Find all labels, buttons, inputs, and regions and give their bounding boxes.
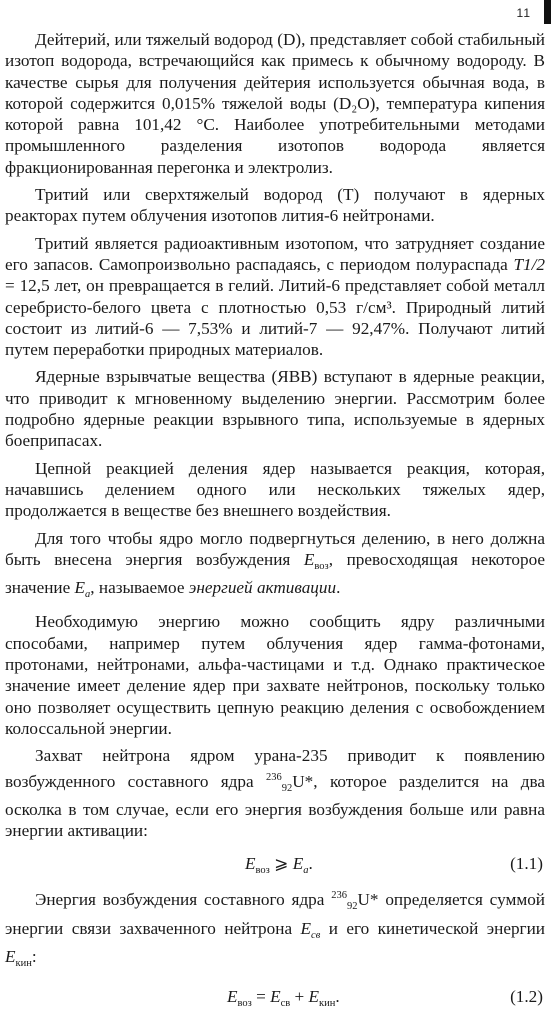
- subscript: а: [303, 865, 309, 877]
- symbol-e: E: [74, 578, 86, 598]
- paragraph-excitation-sum: [5, 885, 545, 974]
- punctuation: .: [308, 854, 313, 874]
- subscript: св: [311, 929, 321, 941]
- subscript: кин: [15, 957, 32, 969]
- subscript: св: [280, 998, 291, 1010]
- nucleus-symbol: U*: [292, 771, 314, 791]
- text: , называемое: [90, 578, 189, 598]
- text: , которое разделится на два осколка в том случае, если его энергия возбуждения больше или равна энергии активации:: [5, 771, 545, 841]
- formula-1-1: [5, 847, 545, 881]
- text: Для того чтобы ядро могло подвергнуться делению, в него должна быть внесена энергия возбуждения: [5, 528, 545, 569]
- formula-number: (1.1): [510, 854, 543, 874]
- relation: ⩾: [269, 854, 293, 874]
- text: и его кинетической энергии: [320, 918, 546, 938]
- mass-number: 236: [266, 771, 282, 783]
- symbol-e: E: [292, 854, 304, 874]
- text: Тритий является радиоактивным изотопом, что затрудняет создание его запасов. Самопроизвольно распадаясь, с периодом полураспада: [5, 233, 545, 274]
- symbol-e: E: [303, 549, 315, 569]
- nucleus-symbol: U*: [357, 890, 379, 910]
- paragraph-tritium-production: Тритий или сверхтяжелый водород (Т) получают в ядерных реакторах путем облучения изотопов лития-6 нейтронами.: [5, 185, 545, 226]
- text: Энергия возбуждения составного ядра: [35, 890, 332, 910]
- paragraph-tritium-decay: [5, 233, 545, 361]
- header-bar: [544, 0, 551, 24]
- symbol-e: E: [5, 946, 16, 966]
- formula-1-2: [5, 980, 545, 1014]
- text: = 12,5 лет, он превращается в гелий. Литий-6 представляет собой металл серебристо-белого цвета с плотностью 0,53 г/см³. Природный литий состоит из литий-6 — 7,53% и литий-7 — 92,47%. Получают литий путем переработки природных материалов.: [5, 276, 545, 360]
- subscript: воз: [314, 560, 329, 572]
- subscript: воз: [255, 865, 270, 877]
- symbol-e: E: [227, 987, 238, 1007]
- subscript: кин: [319, 998, 336, 1010]
- symbol-e: E: [308, 987, 320, 1007]
- relation: =: [251, 987, 271, 1007]
- formula-expression: [245, 853, 313, 881]
- subscript: а: [85, 589, 91, 601]
- symbol-e: E: [270, 987, 281, 1007]
- page-body: [5, 29, 545, 1018]
- term-activation-energy: энергией активации: [188, 578, 337, 598]
- symbol-e: E: [245, 854, 256, 874]
- formula-expression: [227, 986, 340, 1014]
- half-life-symbol: Т1/2: [513, 254, 545, 274]
- text: определяется суммой энергии связи захваченного нейтрона: [5, 890, 545, 938]
- paragraph-energy-methods: Необходимую энергию можно сообщить ядру различными способами, например путем облучения ядер гамма-фотонами, протонами, нейтронами, альфа-частицами и т.д. Однако практическое значение имеет деление ядер при захвате нейтронов, поскольку только оно позволяет осуществить цепную реакцию деления с освобождением колоссальной энергии.: [5, 612, 545, 738]
- mass-number: 236: [331, 890, 347, 902]
- punctuation: .: [335, 987, 340, 1007]
- subscript: воз: [237, 998, 252, 1010]
- text: Захват нейтрона ядром урана-235 приводит к появлению возбужденного составного ядра: [5, 746, 545, 791]
- text: , превосходящая некоторое значение: [5, 549, 545, 598]
- paragraph-deuterium: Дейтерий, или тяжелый водород (D), представляет собой стабильный изотоп водорода, встречающийся как примесь к обычному водороду. В качестве сырья для получения дейтерия используется обычная вода, в которой содержится 0,015% тяжелой воды (D₂O), температура кипения которой равна 101,42 °С. Наиболее употребительными методами промышленного разделения изотопов водорода является фракционированная перегонка и электролиз.: [5, 30, 545, 177]
- text: .: [336, 578, 341, 598]
- atomic-number: 92: [346, 901, 358, 913]
- paragraph-neutron-capture: [5, 745, 545, 841]
- paragraph-chain-reaction: Цепной реакцией деления ядер называется реакция, которая, начавшись делением одного или нескольких тяжелых ядер, продолжается в веществе без внешнего воздействия.: [5, 458, 545, 521]
- formula-number: (1.2): [510, 987, 543, 1007]
- page-number: 11: [516, 6, 531, 20]
- text: :: [31, 946, 37, 966]
- symbol-e: E: [300, 918, 312, 938]
- operator: +: [290, 987, 309, 1007]
- paragraph-nuclear-explosives: Ядерные взрывчатые вещества (ЯВВ) вступают в ядерные реакции, что приводит к мгновенному выделению энергии. Рассмотрим более подробно ядерные реакции взрывного типа, используемые в ядерных боеприпасах.: [5, 367, 545, 451]
- paragraph-excitation-energy: [5, 528, 545, 606]
- atomic-number: 92: [281, 782, 293, 794]
